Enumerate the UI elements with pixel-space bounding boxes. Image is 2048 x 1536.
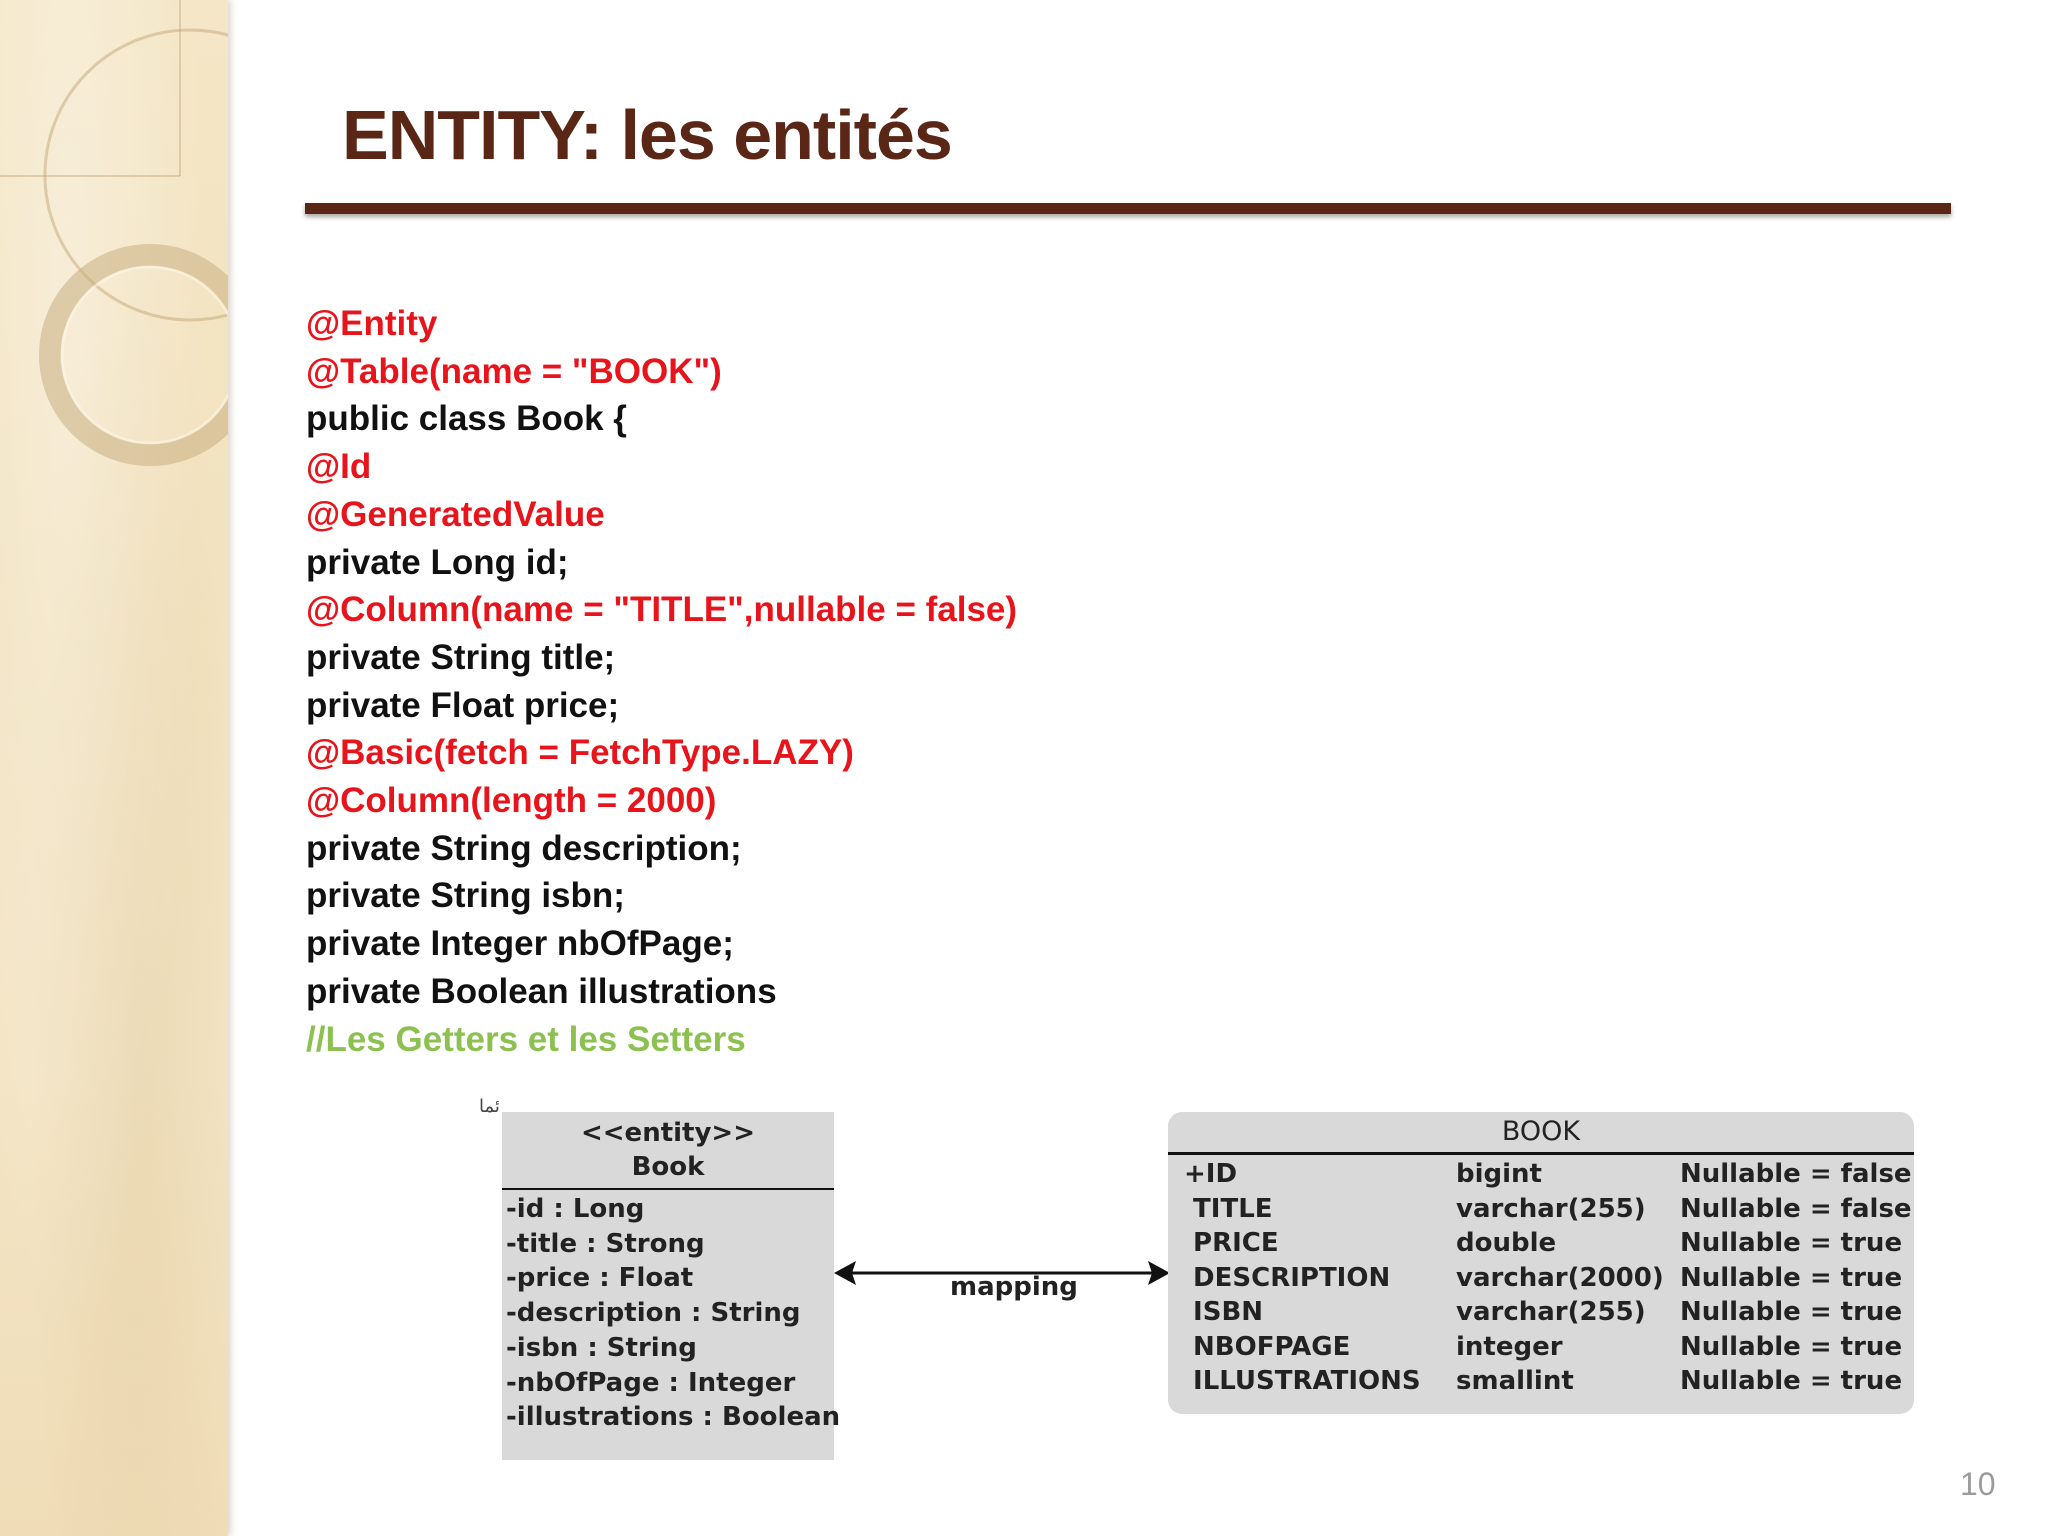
uml-attribute: -price : Float — [506, 1263, 694, 1294]
uml-attribute: -isbn : String — [506, 1332, 697, 1363]
db-column-name: PRICE — [1184, 1228, 1279, 1258]
db-column-nullable: Nullable = true — [1680, 1366, 1903, 1396]
db-column-nullable: Nullable = true — [1680, 1297, 1903, 1327]
uml-attribute: -title : Strong — [506, 1228, 705, 1259]
uml-attribute: -illustrations : Boolean — [506, 1402, 841, 1433]
db-columns-table — [1184, 1157, 1912, 1399]
code-line: //Les Getters et les Setters — [306, 1019, 746, 1059]
db-column-name: NBOFPAGE — [1184, 1331, 1351, 1362]
db-column-type: varchar(255) — [1456, 1193, 1646, 1224]
uml-class-name: Book — [631, 1152, 705, 1182]
title-underline — [305, 203, 1951, 214]
uml-class-header — [502, 1112, 834, 1190]
db-column-type: double — [1456, 1228, 1557, 1258]
db-column-type: varchar(2000) — [1456, 1262, 1664, 1293]
db-column-nullable: Nullable = false — [1680, 1193, 1912, 1224]
db-column-name: ISBN — [1184, 1297, 1264, 1327]
page-number: 10 — [1960, 1466, 1996, 1502]
db-column-type: varchar(255) — [1456, 1297, 1646, 1327]
code-line: public class Book { — [306, 399, 627, 439]
db-table-name: BOOK — [1168, 1112, 1914, 1155]
db-column-name: +ID — [1184, 1159, 1238, 1189]
uml-attribute: -id : Long — [506, 1194, 645, 1224]
db-row — [1184, 1364, 1912, 1399]
code-line: private Boolean illustrations — [306, 971, 777, 1011]
code-line: private String description; — [306, 828, 742, 868]
code-line: private String isbn; — [306, 876, 625, 916]
db-row — [1184, 1157, 1912, 1192]
corner-mark: ئما — [479, 1096, 500, 1117]
db-column-type: smallint — [1456, 1366, 1574, 1396]
db-column-type: bigint — [1456, 1159, 1542, 1189]
db-column-name: DESCRIPTION — [1184, 1262, 1391, 1293]
code-line: @Basic(fetch = FetchType.LAZY) — [306, 733, 854, 773]
code-line: @Column(length = 2000) — [306, 781, 717, 821]
code-line: @GeneratedValue — [306, 494, 605, 534]
uml-attributes — [502, 1190, 841, 1435]
db-column-name: ILLUSTRATIONS — [1184, 1366, 1421, 1396]
code-line: @Id — [306, 447, 372, 487]
code-line: private String title; — [306, 637, 616, 677]
db-column-type: integer — [1456, 1331, 1563, 1362]
db-table-box — [1168, 1112, 1914, 1414]
db-column-nullable: Nullable = true — [1680, 1228, 1903, 1258]
db-column-name: TITLE — [1184, 1193, 1273, 1224]
code-block — [306, 300, 1017, 1063]
mapping-label: mapping — [950, 1272, 1078, 1302]
db-column-nullable: Nullable = true — [1680, 1331, 1903, 1362]
uml-attribute: -nbOfPage : Integer — [506, 1367, 796, 1398]
decorative-circles-icon — [0, 0, 228, 520]
db-column-nullable: Nullable = false — [1680, 1159, 1912, 1189]
db-row — [1184, 1295, 1912, 1330]
code-line: private Float price; — [306, 685, 620, 725]
db-row — [1184, 1192, 1912, 1227]
uml-class-box — [502, 1112, 841, 1460]
code-line: private Integer nbOfPage; — [306, 924, 734, 964]
uml-attribute: -description : String — [506, 1298, 801, 1329]
code-line: @Entity — [306, 304, 438, 343]
slide-title: ENTITY: les entités — [342, 96, 952, 174]
db-row — [1184, 1226, 1912, 1261]
db-row — [1184, 1330, 1912, 1365]
db-row — [1184, 1261, 1912, 1296]
code-line: @Column(name = "TITLE",nullable = false) — [306, 590, 1018, 630]
code-line: private Long id; — [306, 542, 569, 582]
code-line: @Table(name = "BOOK") — [306, 351, 722, 391]
decorative-sidebar — [0, 0, 228, 1536]
db-column-nullable: Nullable = true — [1680, 1262, 1903, 1293]
uml-stereotype: <<entity>> — [580, 1118, 755, 1148]
